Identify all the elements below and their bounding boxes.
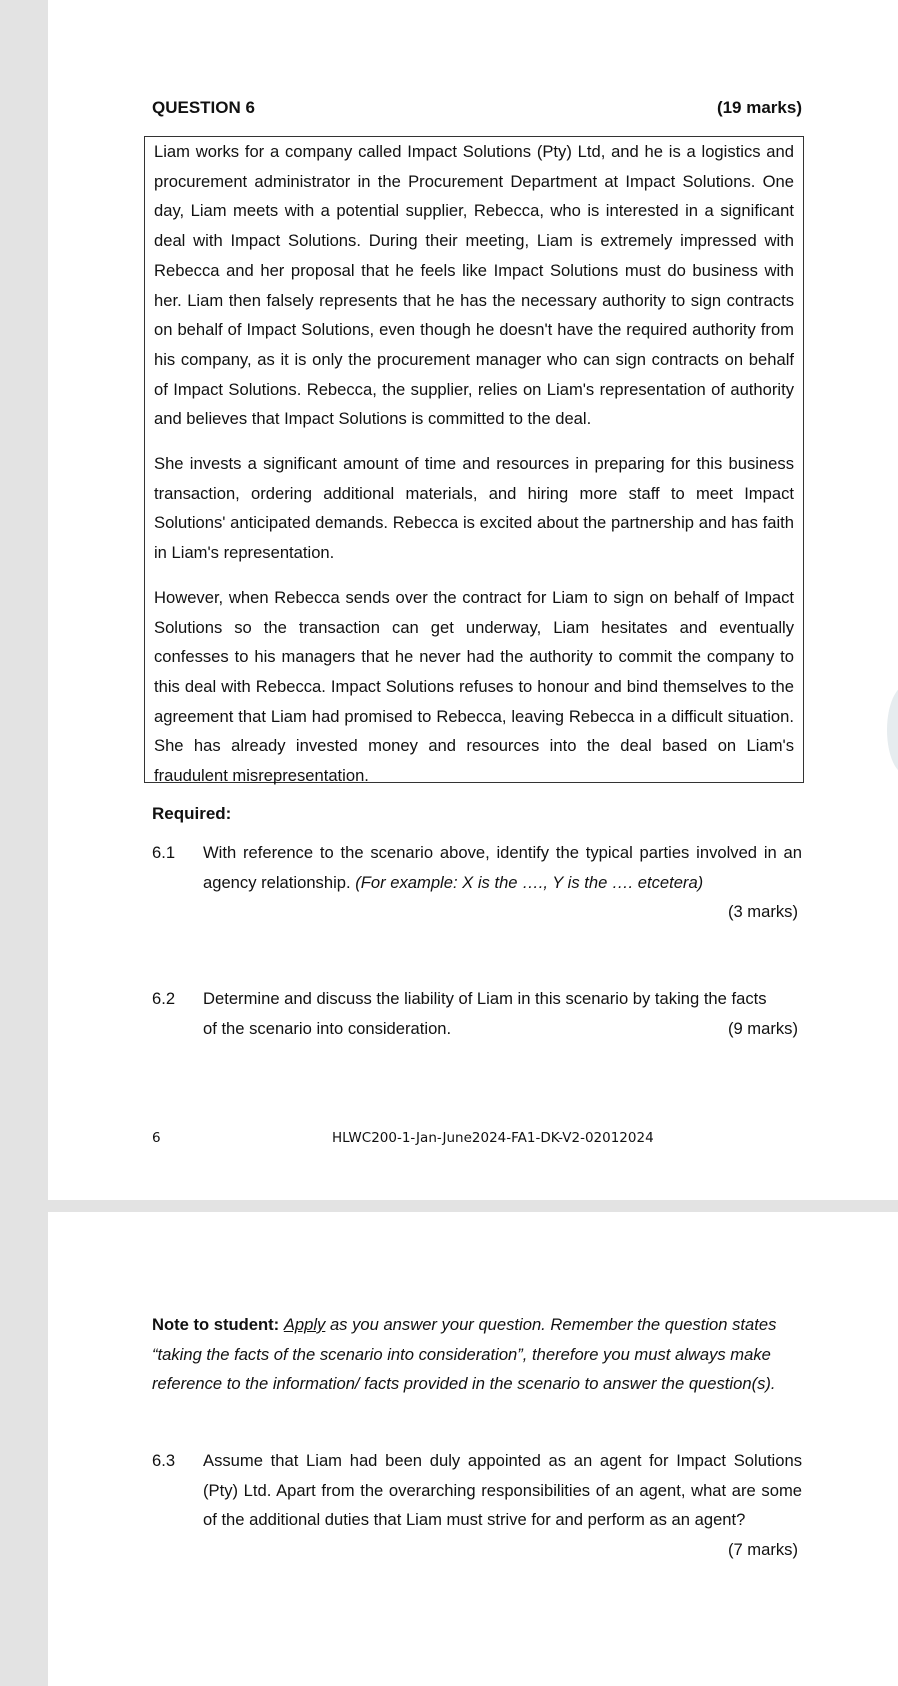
scenario-paragraph: Liam works for a company called Impact Solutions (Pty) Ltd, and he is a logistics and procurement administrator in the Procurement Department at Impact Solutions. One day, Liam meets with a potential supplier, Rebecca, who is interested in a significant deal with Impact Solutions. During their meeting, Liam is extremely impressed with Rebecca and her proposal that he feels like Impact Solutions must do business with her. Liam then falsely represents that he has the necessary authority to sign contracts on behalf of Impact Solutions, even though he doesn't have the required authority from his company, as it is only the procurement manager who can sign contracts on behalf of Impact Solutions. Rebecca, the supplier, relies on Liam's representation of authority and believes that Impact Solutions is committed to the deal. [154,142,794,429]
scenario-box [144,136,804,786]
required-heading: Required: [152,804,232,823]
note-apply: Apply [283,1315,326,1334]
question-6-1 [152,838,802,927]
question-text-line: of the scenario into consideration. [203,1018,452,1038]
question-number: 6.1 [152,843,176,862]
question-example: (For example: X is the …., Y is the …. etcetera) [355,872,704,892]
footer-page-number: 6 [152,1130,161,1146]
page-1 [48,0,898,1200]
question-text: With reference to the scenario above, identify the typical parties involved in an agency relationship. [203,843,802,892]
page-2 [48,1212,898,1686]
note-text: as you answer your question. Remember the question states “taking the facts of the scenario into consideration”, therefore you must always make reference to the information/ facts provided in the scenario to answer the question(s). [152,1315,777,1393]
footer-doc-code: HLWC200-1-Jan-June2024-FA1-DK-V2-02012024 [332,1130,654,1146]
question-marks: (3 marks) [727,902,798,921]
question-6-2 [152,984,802,1043]
question-header [152,98,802,118]
note-label: Note to student: [152,1315,280,1334]
question-title: QUESTION 6 [152,98,255,117]
question-6-3 [152,1446,802,1564]
note-to-student [152,1310,802,1399]
question-text-line: Determine and discuss the liability of Liam in this scenario by taking the facts [203,989,767,1008]
question-text: Assume that Liam had been duly appointed as an agent for Impact Solutions (Pty) Ltd. Apart from the overarching responsibilities of an agent, what are some of the additional duties that Liam must strive for and perform as an agent? [203,1451,802,1529]
question-number: 6.2 [152,989,176,1008]
question-marks: (19 marks) [716,98,802,117]
scenario-paragraph: She invests a significant amount of time and resources in preparing for this business transaction, ordering additional materials, and hiring more staff to meet Impact Solutions' anticipated demands. Rebecca is excited about the partnership and has faith in Liam's representation. [154,454,794,563]
question-number: 6.3 [152,1451,176,1470]
scenario-paragraph: However, when Rebecca sends over the contract for Liam to sign on behalf of Impact Solutions so the transaction can get underway, Liam hesitates and eventually confesses to his managers that he never had the authority to commit the company to this deal with Rebecca. Impact Solutions refuses to honour and bind themselves to the agreement that Liam had promised to Rebecca, leaving Rebecca in a difficult situation. She has already invested money and resources into the deal based on Liam's fraudulent misrepresentation. [154,587,794,786]
question-marks: (7 marks) [727,1539,798,1559]
question-marks: (9 marks) [727,1018,798,1038]
